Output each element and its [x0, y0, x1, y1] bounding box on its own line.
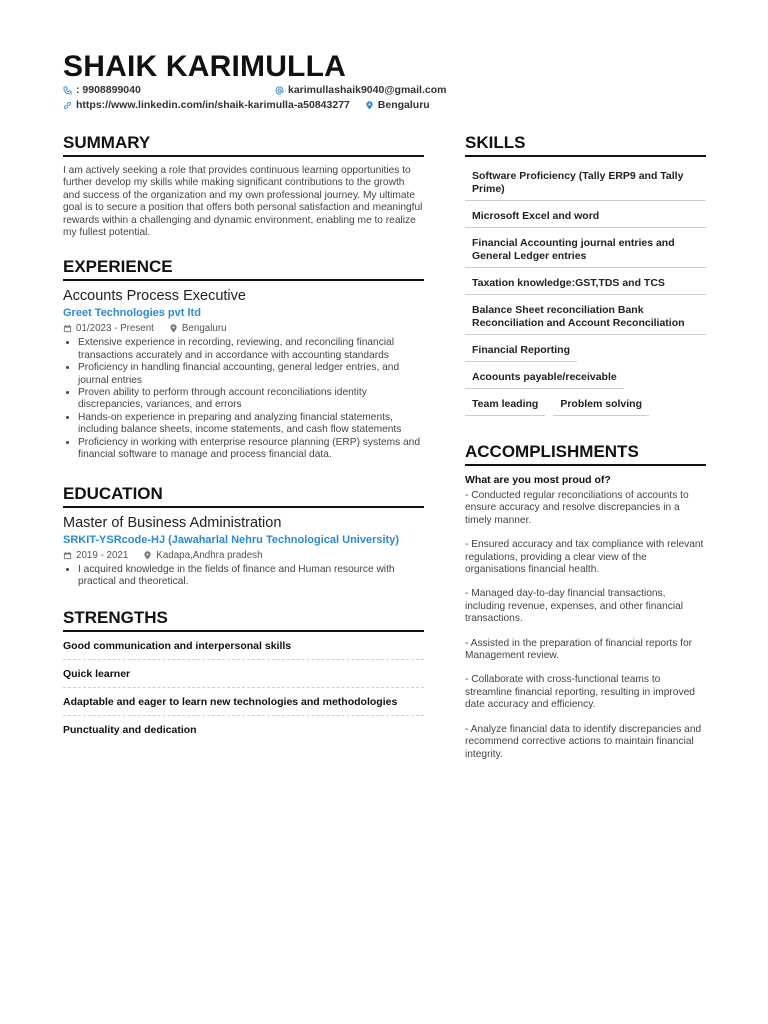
candidate-name: SHAIK KARIMULLA	[63, 50, 346, 83]
skill-row	[465, 163, 706, 201]
accomplishment-item: - Assisted in the preparation of financial reports for Management review.	[465, 637, 693, 662]
link-icon	[63, 101, 72, 110]
skill-row	[465, 230, 706, 268]
strengths-title: STRENGTHS	[63, 608, 424, 632]
list-item: • Proficiency in handling financial accounting, general ledger entries, and journal entries	[78, 362, 424, 387]
education-bullets	[63, 564, 424, 589]
experience-title: EXPERIENCE	[63, 257, 424, 281]
job-title: Accounts Process Executive	[63, 288, 246, 305]
accomplishment-item: - Conducted regular reconciliations of accounts to ensure accuracy and resolve discrepancies in a timely manner.	[465, 490, 689, 526]
skill-tag: Financial Accounting journal entries and General Ledger entries	[465, 230, 706, 268]
email-item	[275, 84, 446, 96]
location-text: Bengaluru	[377, 99, 430, 111]
company-name: Greet Technologies pvt ltd	[63, 307, 201, 320]
skill-tag: Software Proficiency (Tally ERP9 and Tally Prime)	[465, 163, 706, 201]
education-location: Kadapa,Andhra pradesh	[156, 549, 263, 561]
accomplishment-item: - Collaborate with cross-functional teams to streamline financial reporting, resulting in improved date accuracy and efficiency.	[465, 674, 695, 711]
education-section	[63, 484, 424, 589]
skill-row	[465, 337, 706, 362]
skill-tag: Microsoft Excel and word	[465, 203, 706, 228]
summary-title: SUMMARY	[63, 133, 424, 157]
education-meta	[63, 549, 424, 562]
calendar-icon	[63, 324, 72, 333]
strength-item: Punctuality and dedication	[63, 724, 197, 737]
contact-row-2	[63, 99, 430, 113]
accomplishments-title: ACCOMPLISHMENTS	[465, 442, 706, 466]
list-item: • Hands-on experience in preparing and analyzing financial statements, including balance sheets, income statements, and cash flow statements	[78, 412, 424, 437]
strengths-section	[63, 608, 424, 743]
experience-bullets	[63, 337, 424, 461]
skill-row	[465, 203, 706, 228]
list-item: • Proficiency in working with enterprise resource planning (ERP) systems and financial software to manage and process financial data.	[78, 437, 424, 462]
skill-tag: Taxation knowledge:GST,TDS and TCS	[465, 270, 706, 295]
phone-number[interactable]: : 9908899040	[76, 84, 141, 96]
job-location-item	[169, 322, 227, 335]
left-column	[63, 133, 424, 743]
linkedin-url[interactable]: https://www.linkedin.com/in/shaik-karimulla-a50843277	[76, 99, 350, 111]
skill-tag: Team leading	[465, 391, 545, 416]
list-item: • Extensive experience in recording, reviewing, and reconciling financial transactions accurately and in accordance with accounting standards	[78, 337, 424, 362]
experience-section	[63, 257, 424, 461]
skills-section	[465, 133, 706, 416]
phone-item	[63, 84, 141, 96]
accomplishment-item: - Managed day-to-day financial transactions, including revenue, expenses, and other financial transactions.	[465, 588, 684, 625]
skill-tag: Problem solving	[553, 391, 649, 416]
education-location-item	[143, 549, 262, 562]
accomplishments-section	[465, 442, 706, 761]
list-item: • Proven ability to perform through account reconciliations identity discrepancies, variances, and errors	[78, 387, 424, 412]
location-pin-icon	[169, 324, 178, 333]
job-location: Bengaluru	[181, 323, 227, 335]
email-address[interactable]: karimullashaik9040@gmail.com	[288, 84, 447, 96]
education-dates-item	[63, 549, 128, 562]
location-pin-icon	[143, 551, 152, 560]
accomplishment-item: - Analyze financial data to identify discrepancies and recommend corrective actions to maintain financial integrity.	[465, 723, 702, 760]
location-pin-icon	[365, 101, 374, 110]
accomplishment-item: - Ensured accuracy and tax compliance with relevant regulations, providing a clear view of the organisations financial health.	[465, 539, 704, 576]
skill-row	[465, 391, 706, 416]
job-meta	[63, 322, 424, 335]
calendar-icon	[63, 551, 72, 560]
degree-title: Master of Business Administration	[63, 514, 282, 531]
skill-row	[465, 364, 706, 389]
linkedin-item	[63, 99, 350, 111]
skills-title: SKILLS	[465, 133, 706, 157]
at-icon	[275, 86, 284, 95]
phone-icon	[63, 86, 72, 95]
skill-tag: Balance Sheet reconciliation Bank Reconciliation and Account Reconciliation	[465, 297, 706, 335]
skill-row	[465, 297, 706, 335]
location-item	[365, 99, 430, 111]
strength-item: Adaptable and eager to learn new technologies and methodologies	[63, 688, 424, 716]
skill-tag: Financial Reporting	[465, 337, 577, 362]
job-dates: 01/2023 - Present	[76, 323, 154, 335]
summary-text: I am actively seeking a role that provides continuous learning opportunities to further develop my skills while making significant contributions to the growth and success of the organization and my own professional journey. My ultimate goal is to secure a position that offers both personal satisfaction and meaningful rewards within a challenging and dynamic environment, enabling me to realize my fullest potential.	[63, 165, 423, 239]
strength-item: Good communication and interpersonal skills	[63, 632, 424, 660]
right-column	[465, 133, 706, 773]
education-title: EDUCATION	[63, 484, 424, 508]
skill-row	[465, 270, 706, 295]
strength-item: Quick learner	[63, 660, 424, 688]
school-name: SRKIT-YSRcode-HJ (Jawaharlal Nehru Technological University)	[63, 533, 399, 546]
accomplishments-question: What are you most proud of?	[465, 474, 611, 486]
list-item: • I acquired knowledge in the fields of finance and Human resource with practical and theoretical.	[78, 564, 424, 589]
job-dates-item	[63, 322, 154, 335]
skill-tag: Acoounts payable/receivable	[465, 364, 624, 389]
contact-row-1	[63, 84, 447, 98]
summary-section	[63, 133, 424, 239]
education-dates: 2019 - 2021	[76, 549, 129, 561]
